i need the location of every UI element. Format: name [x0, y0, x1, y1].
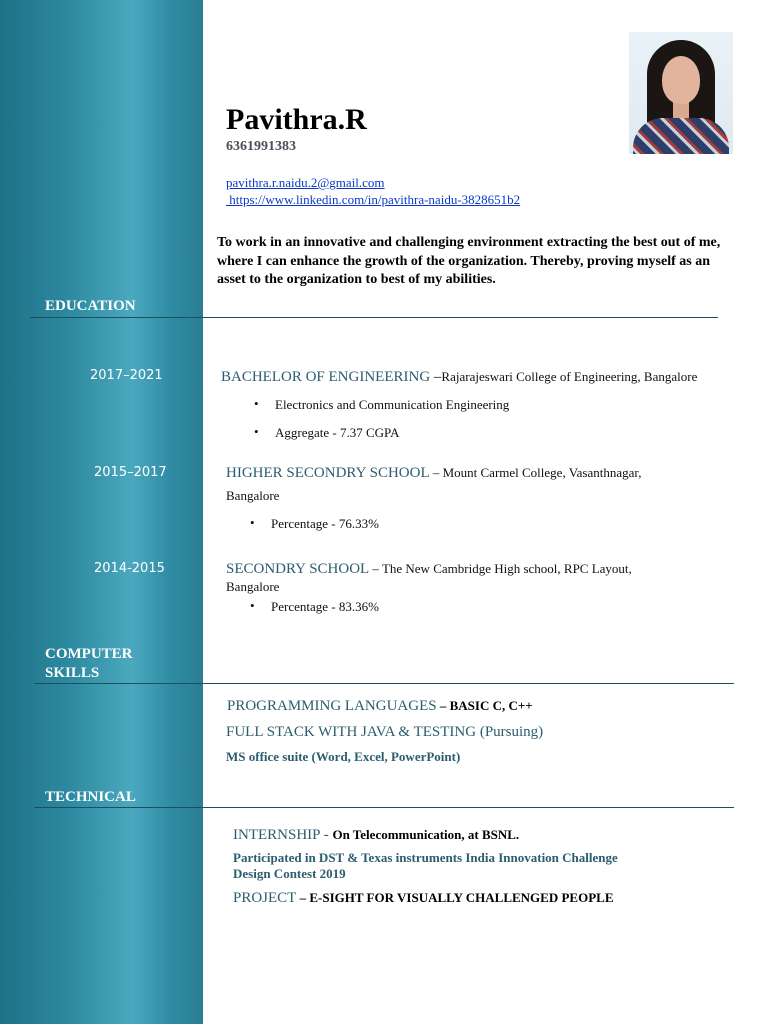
institution-city: Bangalore	[226, 488, 280, 503]
degree-separator: –	[432, 465, 443, 480]
education-bullet: • Electronics and Communication Engineering	[275, 397, 509, 413]
photo-shirt	[633, 118, 729, 154]
profile-photo	[629, 32, 733, 154]
skill-office: MS office suite (Word, Excel, PowerPoint)	[226, 749, 461, 764]
sidebar	[0, 0, 203, 1024]
project-label: PROJECT	[233, 890, 297, 906]
internship-label: INTERNSHIP -	[233, 827, 333, 843]
skill-programming	[227, 697, 533, 715]
heading-line: COMPUTER	[45, 646, 133, 662]
technical-internship	[233, 826, 519, 844]
degree-title: SECONDRY SCHOOL	[226, 561, 373, 577]
skill-fullstack: FULL STACK WITH JAVA & TESTING (Pursuing)	[226, 724, 544, 740]
skills-divider	[34, 683, 734, 684]
education-divider	[30, 317, 718, 318]
education-bullet: • Percentage - 76.33%	[271, 516, 379, 532]
degree-title: BACHELOR OF ENGINEERING	[221, 369, 434, 385]
education-years: 2017–2021	[90, 368, 163, 383]
institution-city: Bangalore	[226, 579, 280, 594]
section-education-heading: EDUCATION	[45, 298, 136, 314]
institution-name: The New Cambridge High school, RPC Layout,	[381, 561, 632, 576]
section-technical-heading: TECHNICAL	[45, 789, 136, 805]
email-link[interactable]: pavithra.r.naidu.2@gmail.com	[226, 175, 385, 190]
section-computer-skills-heading	[45, 645, 133, 683]
skill-label: PROGRAMMING LANGUAGES	[227, 698, 437, 714]
career-objective: To work in an innovative and challenging environment extracting the best out of me, where I can enhance the growth of the organization. Thereby, proving myself as an asset to the organization to best of my abilities.	[217, 235, 721, 287]
degree-title: HIGHER SECONDRY SCHOOL	[226, 465, 433, 481]
education-entry-secondary	[226, 560, 632, 578]
education-years: 2014-2015	[94, 561, 165, 576]
heading-line: SKILLS	[45, 665, 100, 681]
education-years: 2015–2017	[94, 465, 167, 480]
contest-line: Participated in DST & Texas instruments India Innovation Challenge	[233, 850, 618, 865]
degree-separator: –	[433, 369, 442, 385]
linkedin-link[interactable]: https://www.linkedin.com/in/pavithra-naidu-3828651b2	[226, 192, 521, 207]
project-value: – E-SIGHT FOR VISUALLY CHALLENGED PEOPLE	[296, 890, 614, 905]
education-entry-higher-secondary	[226, 464, 641, 482]
photo-face	[662, 56, 700, 104]
technical-divider	[34, 807, 734, 808]
degree-separator: –	[372, 561, 382, 576]
skill-value: – BASIC C, C++	[436, 698, 533, 713]
phone-number: 6361991383	[226, 139, 296, 154]
education-entry-bachelor	[221, 368, 697, 386]
contest-line: Design Contest 2019	[233, 866, 346, 881]
technical-project	[233, 889, 614, 907]
internship-value: On Telecommunication, at BSNL.	[332, 827, 520, 842]
education-bullet: • Percentage - 83.36%	[271, 599, 379, 615]
education-bullet: • Aggregate - 7.37 CGPA	[275, 425, 399, 441]
candidate-name: Pavithra.R	[226, 103, 367, 136]
institution-name: Rajarajeswari College of Engineering, Bangalore	[441, 369, 698, 384]
institution-name: Mount Carmel College, Vasanthnagar,	[442, 465, 642, 480]
